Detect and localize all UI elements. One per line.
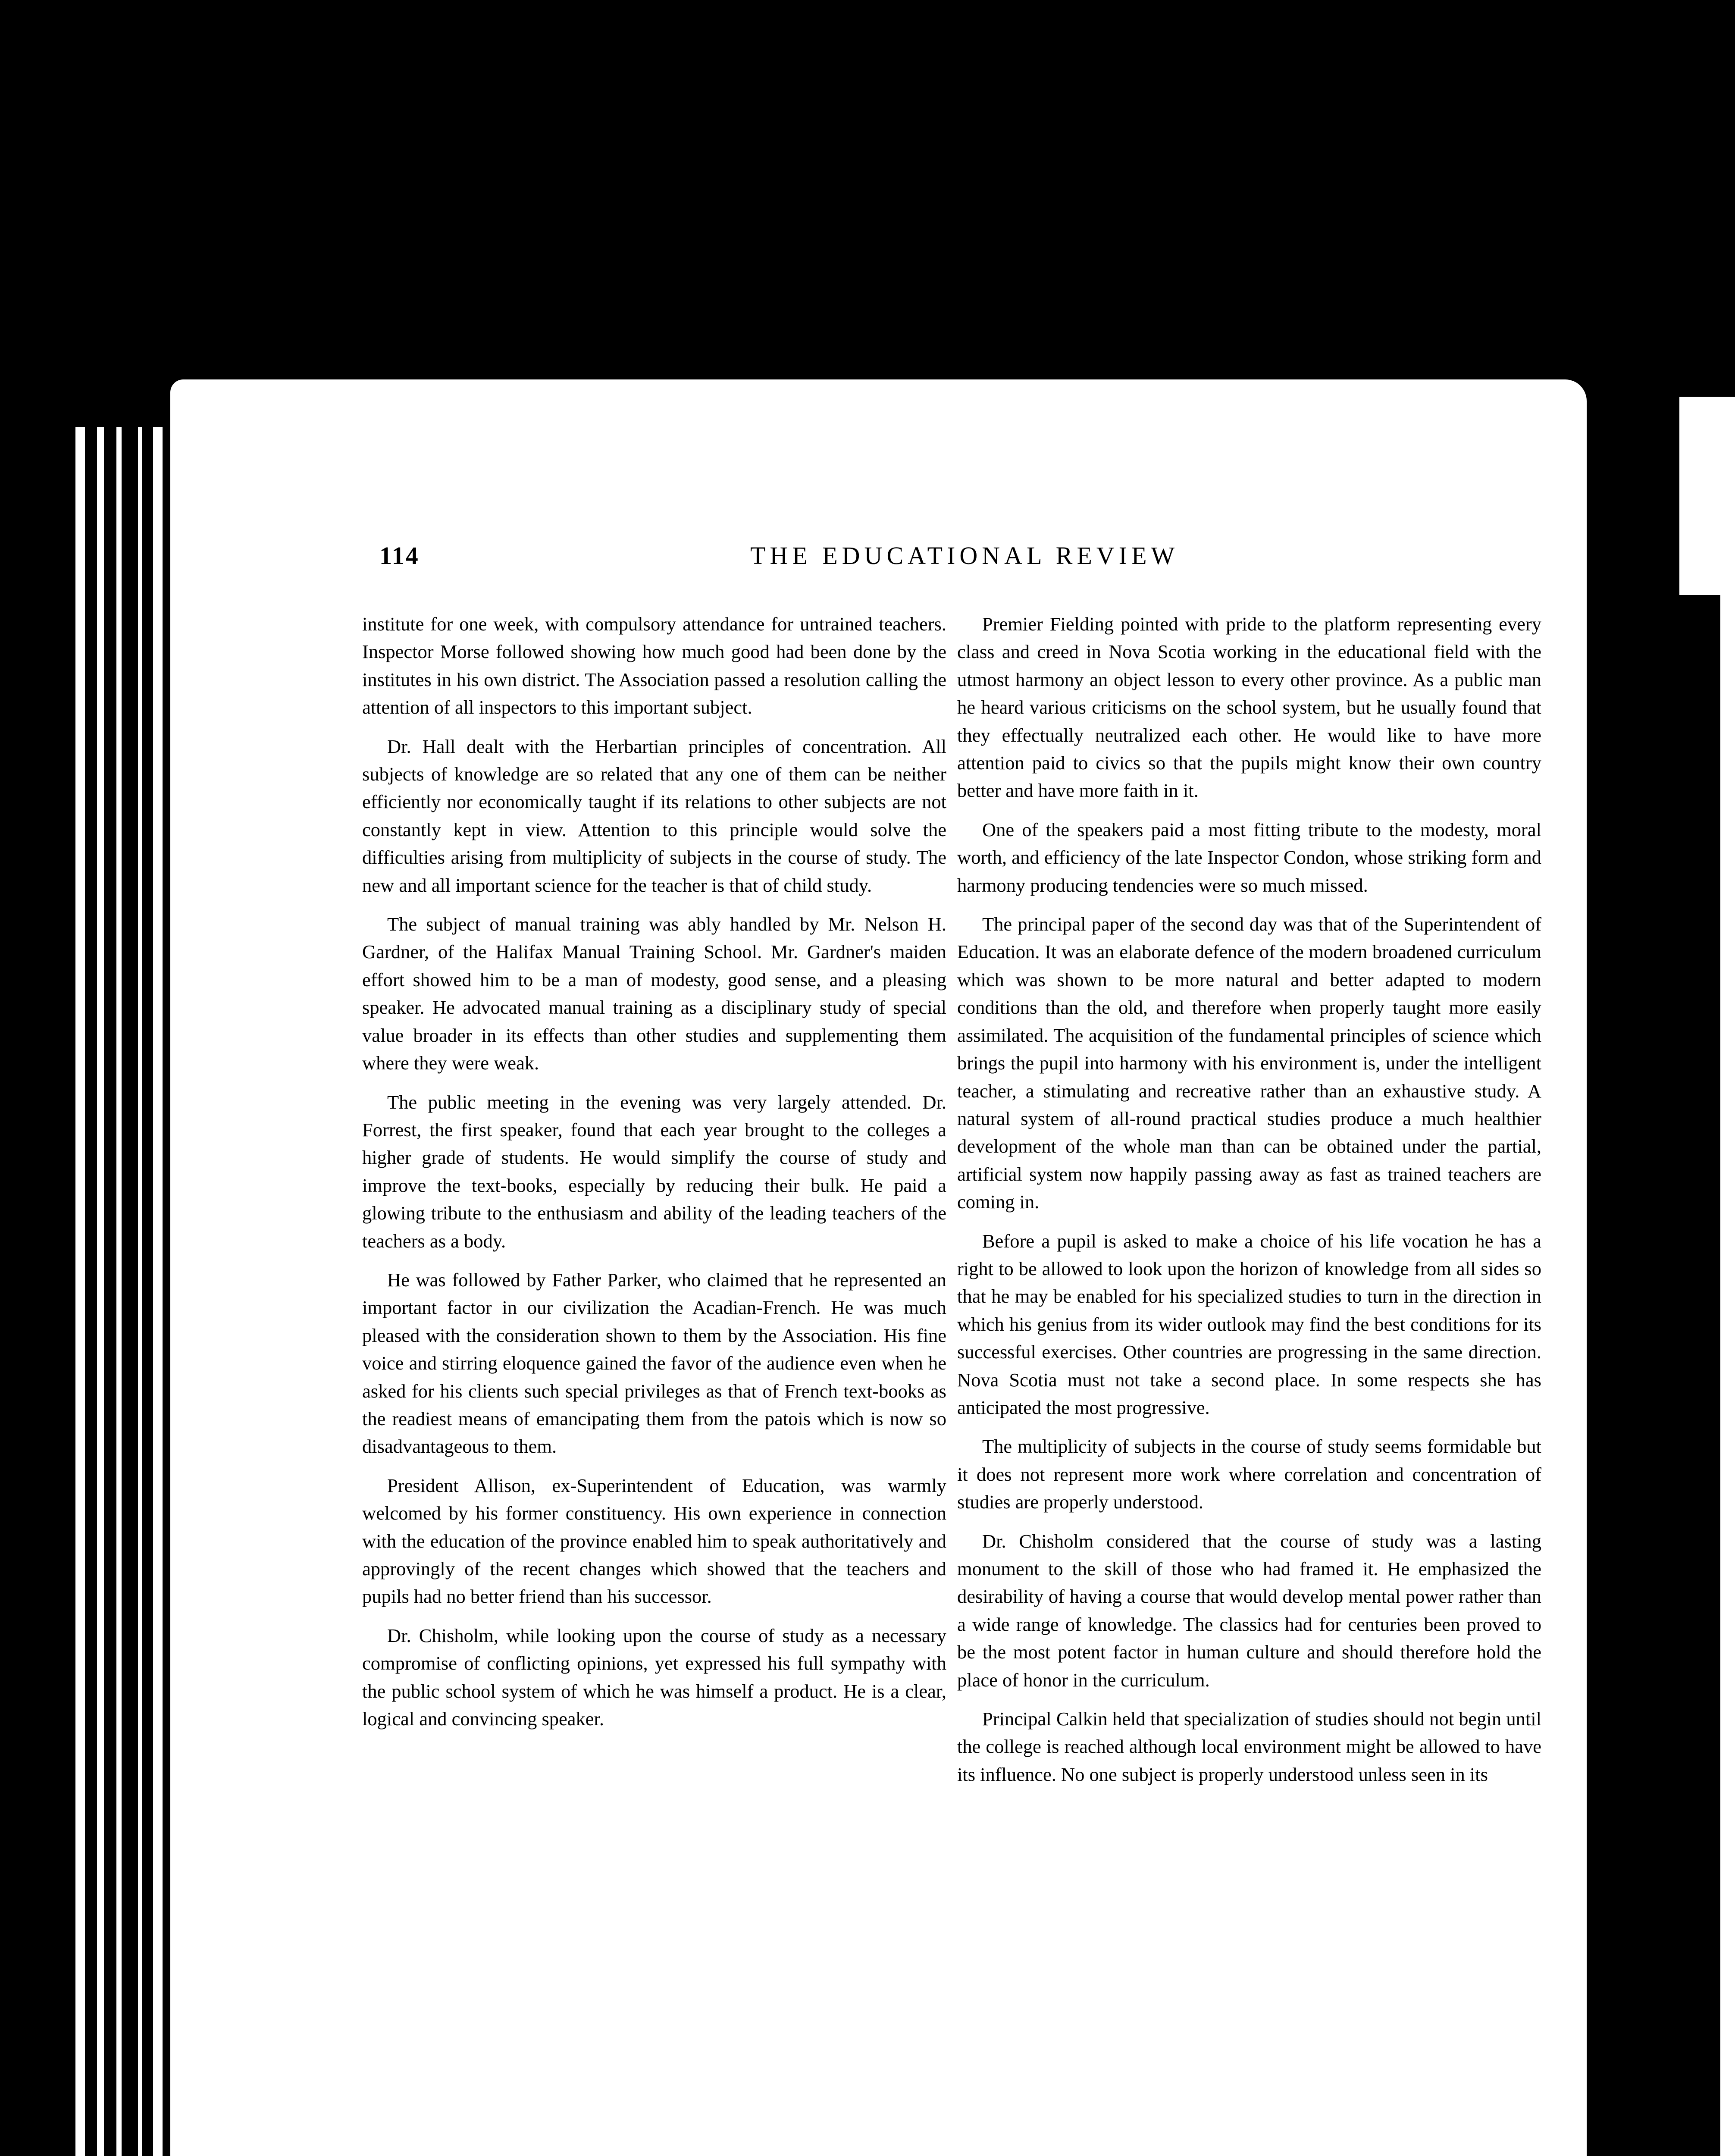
facing-page-shadow [1669,595,1720,2156]
page-header [379,541,1561,576]
paragraph: institute for one week, with compulsory attendance for untrained teachers. Inspector Morse followed showing how much good had been done by the institutes in his own district. The Association passed a resolution calling the attention of all inspectors to this important subject. [362,613,946,718]
paragraph: He was followed by Father Parker, who claimed that he represented an important factor in our civilization the Acadian-French. He was much pleased with the consideration shown to them by the Association. His fine voice and stirring eloquence gained the favor of the audience even when he asked for his clients such special privileges as that of French text-books as the readiest means of emancipating them from the patois which is now so disadvantageous to them. [362,1269,946,1457]
paragraph: The multiplicity of subjects in the course of study seems formidable but it does not represent more work where correlation and concentration of studies are properly understood. [957,1435,1541,1513]
paragraph: Before a pupil is asked to make a choice of his life vocation he has a right to be allowed to look upon the horizon of knowledge from all sides so that he may be enabled for his specialized studies to turn in the direction in which his genius from its wider outlook may find the best conditions for its successful exercises. Other countries are progressing in the same direction. Nova Scotia must not take a second place. In some respects she has anticipated the most progressive. [957,1230,1541,1418]
paragraph: Principal Calkin held that specialization of studies should not begin until the college is reached although local environment might be allowed to have its influence. No one subject is properly understood unless seen in its [957,1708,1541,1785]
paragraph: The public meeting in the evening was very largely attended. Dr. Forrest, the first speaker, found that each year brought to the colleges a higher grade of students. He would simplify the course of study and improve the text-books, especially by reducing their bulk. He paid a glowing tribute to the enthusiasm and ability of the leading teachers of the teachers as a body. [362,1091,946,1252]
page-number: 114 [379,542,420,570]
paragraph: One of the speakers paid a most fitting tribute to the modesty, moral worth, and efficiency of the late Inspector Condon, whose striking form and harmony producing tendencies were so much missed. [957,818,1541,896]
paragraph: The principal paper of the second day was that of the Superintendent of Education. It was an elaborate defence of the modern broadened curriculum which was shown to be more natural and better adapted to modern conditions than the old, and therefore when properly taught more easily assimilated. The acquisition of the fundamental principles of science which brings the pupil into harmony with his environment is, under the intelligent teacher, a stimulating and recreative rather than an exhaustive study. A natural system of all-round practical studies produce a much healthier development of the whole man than can be obtained under the partial, artificial system now happily passing away as fast as trained teachers are coming in. [957,913,1541,1213]
paragraph: President Allison, ex-Superintendent of Education, was warmly welcomed by his former constituency. His own experience in connection with the education of the province enabled him to speak authoritatively and approvingly of the recent changes which showed that the teachers and pupils had no better friend than his successor. [362,1474,946,1608]
right-column [957,610,1541,1799]
page-edge-stack [97,427,104,2156]
paragraph: The subject of manual training was ably handled by Mr. Nelson H. Gardner, of the Halifax Manual Training School. Mr. Gardner's maiden effort showed him to be a man of modesty, good sense, and a pleasing speaker. He advocated manual training as a disciplinary study of special value broader in its effects than other studies and supplementing them where they were weak. [362,913,946,1074]
page-edge-stack [116,427,122,2156]
paragraph: Dr. Chisholm considered that the course of study was a lasting monument to the skill of those who had framed it. He emphasized the desirability of having a course that would develop mental power rather than a wide range of knowledge. The classics had for centuries been proved to be the most potent factor in human culture and should therefore hold the place of honor in the curriculum. [957,1530,1541,1691]
paragraph: Premier Fielding pointed with pride to the platform representing every class and creed in Nova Scotia working in the educational field with the utmost harmony an object lesson to every other province. As a public man he heard various criticisms on the school system, but he usually found that they effectually neutralized each other. He would like to have more attention paid to civics so that the pupils might know their own country better and have more faith in it. [957,613,1541,802]
paragraph: Dr. Hall dealt with the Herbartian principles of concentration. All subjects of knowledge are so related that any one of them can be neither efficiently nor economically taught if its relations to other subjects are not constantly kept in view. Attention to this principle would solve the difficulties arising from multiplicity of subjects in the course of study. The new and all important science for the teacher is that of child study. [362,735,946,896]
page-edge-stack [138,427,142,2156]
page-edge-stack [153,427,163,2156]
left-column [362,610,946,1744]
page-edge-stack [75,427,85,2156]
running-title: THE EDUCATIONAL REVIEW [750,542,1179,570]
paragraph: Dr. Chisholm, while looking upon the course of study as a necessary compromise of conflicting opinions, yet expressed his full sympathy with the public school system of which he was himself a product. He is a clear, logical and convincing speaker. [362,1624,946,1730]
